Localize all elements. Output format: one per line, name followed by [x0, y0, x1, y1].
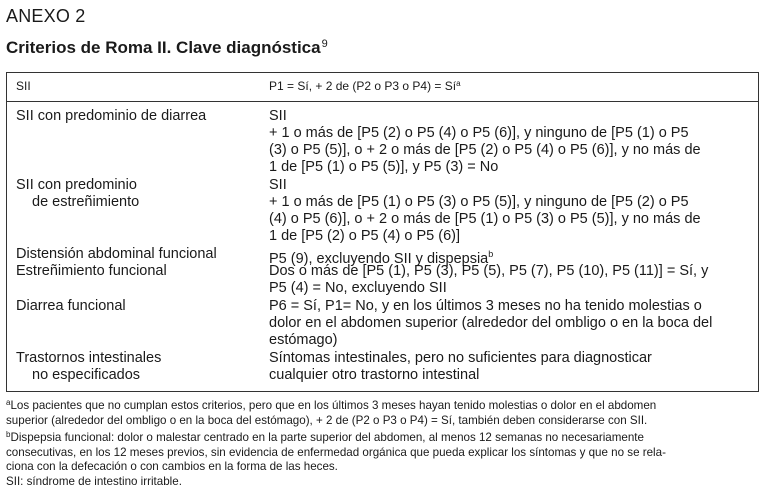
- footnote-a-line: [6, 396, 761, 414]
- row-diarrea-funcional-criteria: [269, 298, 712, 349]
- criteria-line: 1 de [P5 (2) o P5 (4) o P5 (6)]: [269, 228, 461, 244]
- footnote-b-line: ciona con la defecación o con cambios en la forma de las heces.: [6, 460, 338, 473]
- footnote-text: Los pacientes que no cumplan estos criterios, pero que en los últimos 3 meses hayan tenido molestias o dolor en el abdomen: [10, 399, 657, 412]
- criteria-line: (4) o P5 (6)], o + 2 o más de [P5 (1) o P5 (3) o P5 (5)], y no más de: [269, 211, 701, 227]
- row-label-line: Distensión abdominal funcional: [16, 246, 217, 262]
- footnote-b-line: [6, 428, 761, 446]
- row-label-line: Diarrea funcional: [16, 298, 126, 314]
- row-label-line: Estreñimiento funcional: [16, 263, 167, 279]
- footnote-mark: b: [488, 249, 494, 259]
- criteria-line: dolor en el abdomen superior (alrededor del ombligo o en la boca del: [269, 315, 713, 331]
- criteria-line: SII: [269, 177, 287, 193]
- row-no-especificados-label: [16, 350, 161, 384]
- footnote-a-mark: a: [6, 398, 11, 407]
- title-reference: 9: [321, 38, 328, 50]
- row-label-line: SII con predominio: [16, 177, 137, 193]
- criteria-line: + 1 o más de [P5 (1) o P5 (3) o P5 (5)], y ninguno de [P5 (2) o P5: [269, 194, 689, 210]
- row-no-especificados-criteria: [269, 350, 652, 384]
- header-right-text: P1 = Sí, + 2 de (P2 o P3 o P4) = Sí: [269, 79, 457, 93]
- row-label-line: SII con predominio de diarrea: [16, 108, 207, 124]
- row-diarrea-funcional-label: [16, 298, 126, 315]
- header-right: [269, 79, 461, 93]
- criteria-line: (3) o P5 (5)], o + 2 o más de [P5 (2) o P5 (4) o P5 (6)], y no más de: [269, 142, 701, 158]
- abbreviation-note: SII: síndrome de intestino irritable.: [6, 474, 182, 488]
- criteria-line: estómago): [269, 332, 338, 348]
- criteria-table: [6, 72, 759, 392]
- row-distension-label: [16, 246, 217, 263]
- row-diarrea-label: [16, 108, 206, 125]
- row-estrenimiento-funcional-label: [16, 263, 167, 280]
- criteria-line: 1 de [P5 (1) o P5 (5)], y P5 (3) = No: [269, 159, 499, 175]
- row-label-line: no especificados: [32, 367, 141, 383]
- row-estrenimiento-funcional-criteria: [269, 263, 708, 297]
- header-divider: [7, 101, 758, 102]
- criteria-line: P6 = Sí, P1= No, y en los últimos 3 meses no ha tenido molestias o: [269, 298, 702, 314]
- row-estrenimiento-label: [16, 177, 139, 211]
- criteria-line: Dos o más de [P5 (1), P5 (3), P5 (5), P5 (7), P5 (10), P5 (11)] = Sí, y: [269, 263, 709, 279]
- footnote-text: Dispepsia funcional: dolor o malestar centrado en la parte superior del abdomen, al menos 12 semanas no necesariamente: [10, 431, 644, 444]
- table-title: [6, 38, 328, 58]
- footnote-a-line: superior (alrededor del ombligo o en la boca del estómago), + 2 de (P2 o P3 o P4) = Sí, también deben considerarse con SII.: [6, 413, 648, 427]
- row-label-line: Trastornos intestinales: [16, 350, 162, 366]
- footnote-b-line: consecutivas, en los 12 meses previos, sin evidencia de enfermedad orgánica que pueda explicar los síntomas y que no se rela-: [6, 445, 666, 459]
- annex-label: ANEXO 2: [6, 6, 86, 26]
- criteria-line: + 1 o más de [P5 (2) o P5 (4) o P5 (6)], y ninguno de [P5 (1) o P5: [269, 125, 689, 141]
- criteria-line: cualquier otro trastorno intestinal: [269, 367, 480, 383]
- footnotes: [6, 396, 761, 489]
- row-label-line: de estreñimiento: [32, 194, 140, 210]
- table-title-text: Criterios de Roma II. Clave diagnóstica: [6, 38, 321, 57]
- row-diarrea-criteria: [269, 108, 701, 176]
- criteria-line: P5 (4) = No, excluyendo SII: [269, 280, 447, 296]
- header-right-mark: a: [456, 79, 461, 88]
- criteria-line: Síntomas intestinales, pero no suficientes para diagnosticar: [269, 350, 652, 366]
- criteria-text: P5 (9), excluyendo SII y dispepsia: [269, 251, 489, 267]
- row-estrenimiento-criteria: [269, 177, 701, 245]
- footnote-b-mark: b: [6, 430, 11, 439]
- criteria-line: SII: [269, 108, 287, 124]
- header-left: SII: [16, 79, 31, 93]
